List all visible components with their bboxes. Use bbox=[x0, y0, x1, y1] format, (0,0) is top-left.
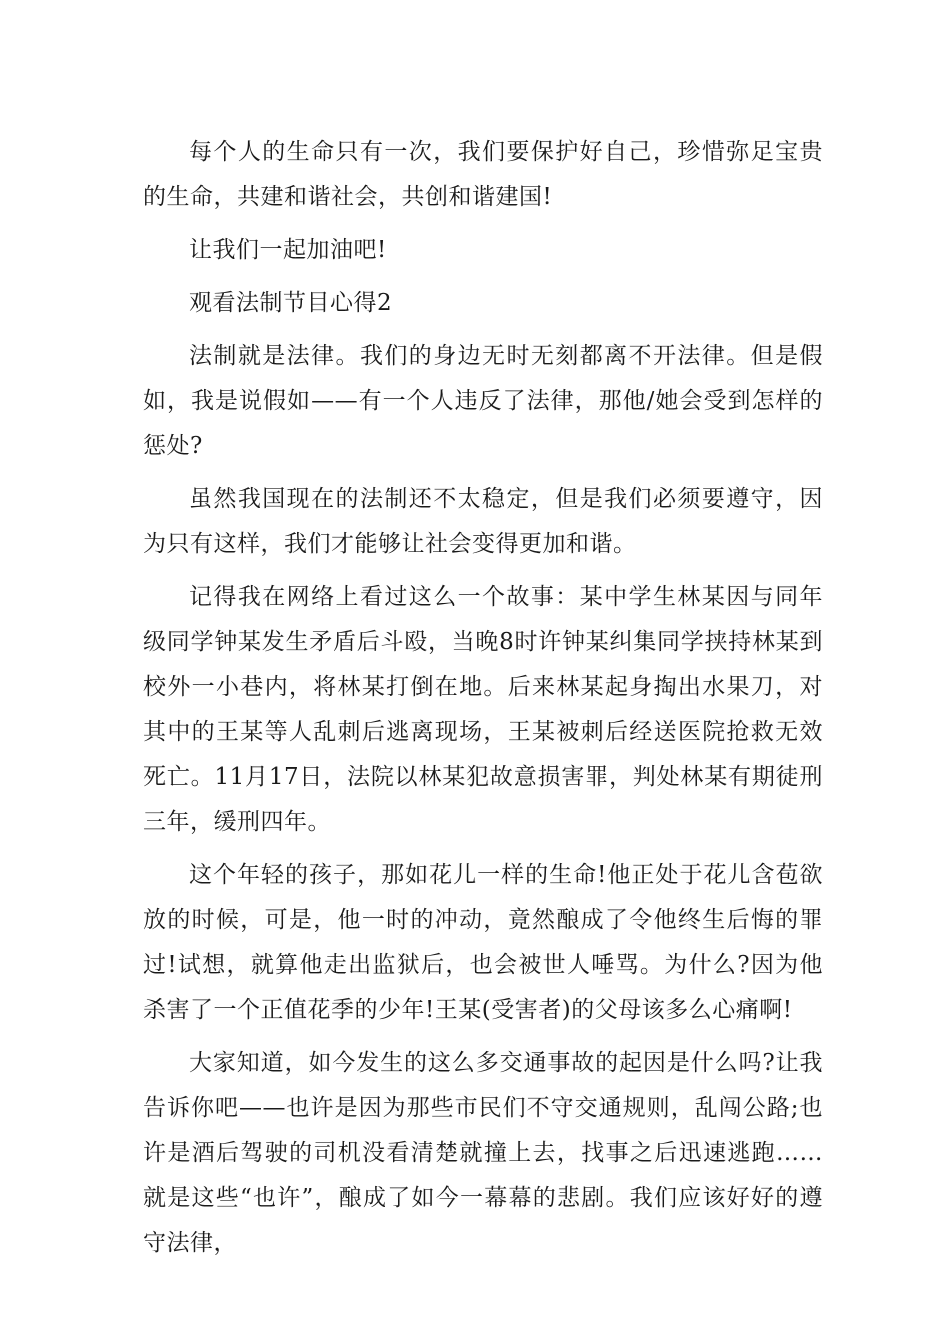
paragraph-5: 记得我在网络上看过这么一个故事：某中学生林某因与同年级同学钟某发生矛盾后斗殴，当晚8时许钟某纠集同学挟持林某到校外一小巷内，将林某打倒在地。后来林某起身掏出水果刀，对其中的王某等人乱刺后逃离现场，王某被刺后经送医院抢救无效死亡。11月17日，法院以林某犯故意损害罪，判处林某有期徒刑三年，缓刑四年。 bbox=[143, 584, 823, 835]
paragraph-7: 大家知道，如今发生的这么多交通事故的起因是什么吗?让我告诉你吧——也许是因为那些市民们不守交通规则，乱闯公路;也许是酒后驾驶的司机没看清楚就撞上去，找事之后迅速逃跑……就是这些“也许”，酿成了如今一幕幕的悲剧。我们应该好好的遵守法律， bbox=[143, 1050, 823, 1256]
paragraph-4: 虽然我国现在的法制还不太稳定，但是我们必须要遵守，因为只有这样，我们才能够让社会变得更加和谐。 bbox=[143, 486, 823, 557]
paragraph-3: 法制就是法律。我们的身边无时无刻都离不开法律。但是假如，我是说假如——有一个人违反了法律，那他/她会受到怎样的惩处? bbox=[143, 343, 823, 459]
paragraph-6: 这个年轻的孩子，那如花儿一样的生命!他正处于花儿含苞欲放的时候，可是，他一时的冲动，竟然酿成了令他终生后悔的罪过!试想，就算他走出监狱后，也会被世人唾骂。为什么?因为他杀害了一个正值花季的少年!王某(受害者)的父母该多么心痛啊! bbox=[143, 862, 823, 1023]
section-heading: 观看法制节目心得2 bbox=[189, 290, 393, 316]
document-body bbox=[143, 130, 823, 1266]
paragraph-1: 每个人的生命只有一次，我们要保护好自己，珍惜弥足宝贵的生命，共建和谐社会，共创和谐建国! bbox=[143, 139, 823, 210]
paragraph-2: 让我们一起加油吧! bbox=[189, 237, 387, 263]
